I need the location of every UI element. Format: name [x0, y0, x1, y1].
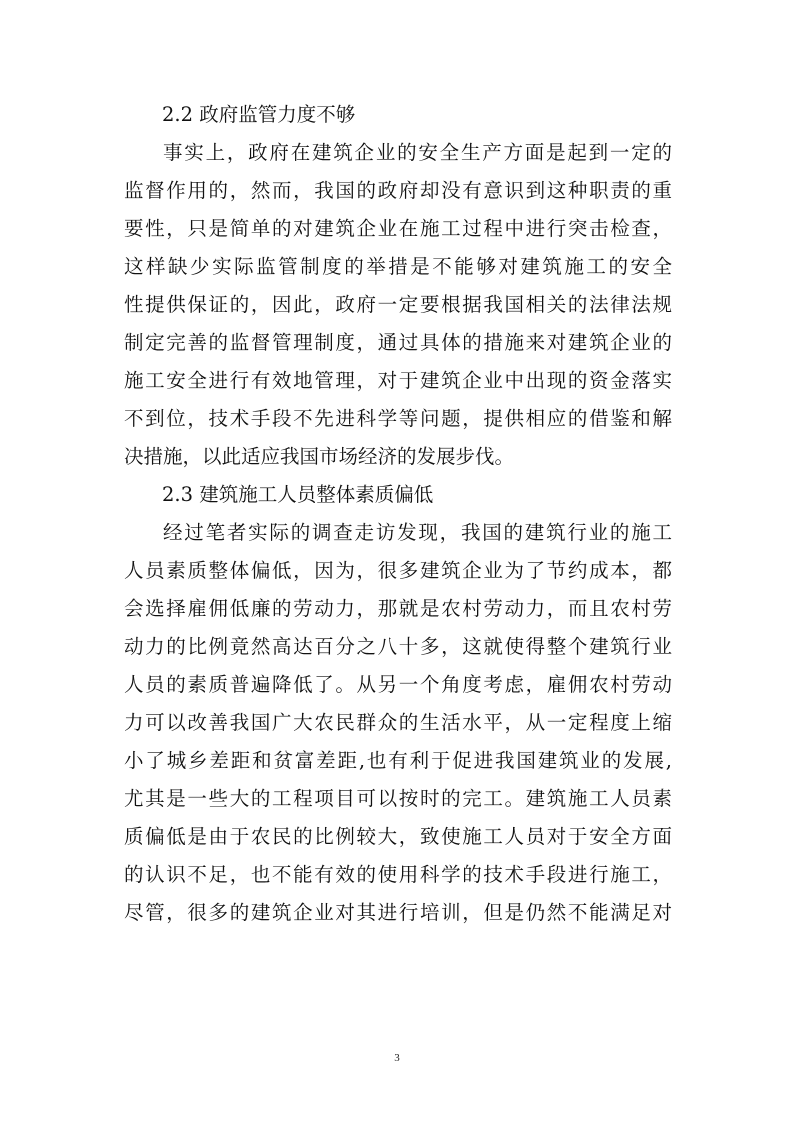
paragraph-line: 施工安全进行有效地管理，对于建筑企业中出现的资金落实	[124, 369, 672, 392]
page-number: 3	[394, 1052, 400, 1064]
section-heading-2-2: 2.2 政府监管力度不够	[162, 103, 356, 126]
section-heading-2-3: 2.3 建筑施工人员整体素质偏低	[162, 483, 434, 506]
page-body	[124, 96, 672, 932]
paragraph-line: 动力的比例竟然高达百分之八十多，这就使得整个建筑行业	[124, 635, 672, 658]
paragraph-line: 小了城乡差距和贫富差距,也有利于促进我国建筑业的发展,	[124, 749, 672, 772]
paragraph-line: 事实上，政府在建筑企业的安全生产方面是起到一定的	[163, 141, 672, 164]
paragraph-line: 制定完善的监督管理制度，通过具体的措施来对建筑企业的	[124, 331, 672, 354]
paragraph-line: 经过笔者实际的调查走访发现，我国的建筑行业的施工	[163, 521, 672, 544]
paragraph-line: 监督作用的，然而，我国的政府却没有意识到这种职责的重	[124, 179, 672, 202]
paragraph-line: 力可以改善我国广大农民群众的生活水平，从一定程度上缩	[124, 711, 672, 734]
paragraph-line: 性提供保证的，因此，政府一定要根据我国相关的法律法规	[124, 293, 672, 316]
paragraph-line: 这样缺少实际监管制度的举措是不能够对建筑施工的安全	[124, 255, 672, 278]
paragraph-line: 尽管，很多的建筑企业对其进行培训，但是仍然不能满足对	[124, 901, 672, 924]
paragraph-line: 的认识不足，也不能有效的使用科学的技术手段进行施工，	[124, 863, 672, 886]
paragraph-line: 人员的素质普遍降低了。从另一个角度考虑，雇佣农村劳动	[124, 673, 672, 696]
paragraph-line: 决措施，以此适应我国市场经济的发展步伐。	[124, 445, 515, 468]
paragraph-line: 不到位，技术手段不先进科学等问题，提供相应的借鉴和解	[124, 407, 672, 430]
paragraph-line: 人员素质整体偏低，因为，很多建筑企业为了节约成本，都	[124, 559, 672, 582]
paragraph-line: 要性，只是简单的对建筑企业在施工过程中进行突击检查，	[124, 217, 672, 240]
paragraph-line: 质偏低是由于农民的比例较大，致使施工人员对于安全方面	[124, 825, 672, 848]
paragraph-line: 尤其是一些大的工程项目可以按时的完工。建筑施工人员素	[124, 787, 672, 810]
paragraph-line: 会选择雇佣低廉的劳动力，那就是农村劳动力，而且农村劳	[124, 597, 672, 620]
